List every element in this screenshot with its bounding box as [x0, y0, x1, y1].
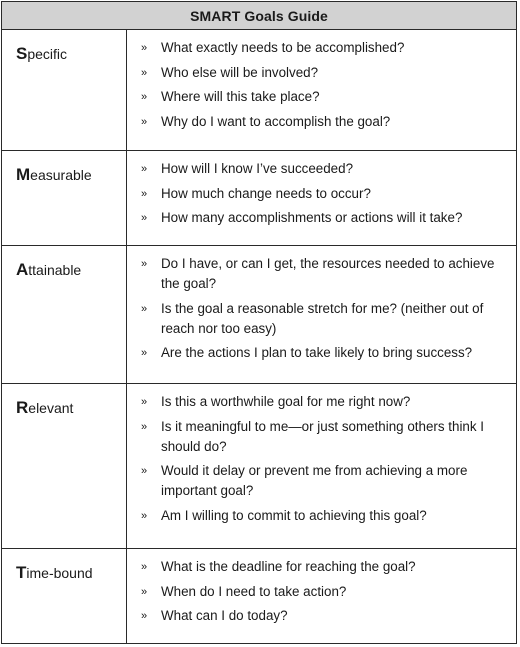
- term-rest: elevant: [28, 400, 74, 416]
- question-list: [127, 151, 516, 245]
- term-initial: T: [16, 563, 27, 582]
- term-specific: [2, 30, 127, 150]
- list-item: » What exactly needs to be accomplished?: [141, 38, 508, 58]
- bullet-icon: »: [141, 212, 148, 224]
- term-initial: A: [16, 260, 29, 279]
- list-item: » Is this a worthwhile goal for me right now?: [141, 392, 508, 412]
- bullet-icon: »: [141, 420, 148, 433]
- smart-goals-table: [1, 1, 517, 644]
- list-item: » What is the deadline for reaching the goal?: [141, 557, 508, 577]
- bullet-icon: »: [141, 42, 148, 54]
- list-item: » Would it delay or prevent me from achieving a more important goal?: [141, 461, 508, 501]
- list-item: » Do I have, or can I get, the resources needed to achieve the goal?: [141, 254, 508, 294]
- list-item: » How much change needs to occur?: [141, 184, 508, 204]
- bullet-icon: »: [141, 115, 148, 128]
- term-rest: easurable: [30, 167, 92, 183]
- list-item: » Am I willing to commit to achieving this goal?: [141, 506, 508, 526]
- list-item: » When do I need to take action?: [141, 582, 508, 602]
- term-initial: S: [16, 44, 28, 63]
- list-item: » Where will this take place?: [141, 87, 508, 107]
- term-attainable: [2, 246, 127, 383]
- term-initial: M: [16, 165, 31, 184]
- bullet-icon: »: [141, 163, 148, 175]
- bullet-icon: »: [141, 258, 148, 270]
- term-initial: R: [16, 398, 29, 417]
- bullet-icon: »: [141, 585, 148, 598]
- row-time-bound: [2, 549, 516, 644]
- bullet-icon: »: [141, 66, 148, 79]
- question-list: [127, 549, 516, 644]
- list-item: » How will I know I’ve succeeded?: [141, 159, 508, 179]
- bullet-icon: »: [141, 91, 148, 103]
- bullet-icon: »: [141, 187, 148, 200]
- row-specific: [2, 30, 516, 151]
- bullet-icon: »: [141, 396, 148, 408]
- list-item: » Why do I want to accomplish the goal?: [141, 112, 508, 132]
- bullet-icon: »: [141, 302, 148, 315]
- question-list: [127, 384, 516, 548]
- question-list: [127, 30, 516, 150]
- bullet-icon: »: [141, 509, 148, 522]
- bullet-icon: »: [141, 347, 148, 359]
- term-rest: ttainable: [28, 262, 82, 278]
- row-attainable: [2, 246, 516, 384]
- list-item: » Are the actions I plan to take likely to bring success?: [141, 343, 508, 363]
- term-measurable: [2, 151, 127, 245]
- term-time-bound: [2, 549, 127, 644]
- list-item: » How many accomplishments or actions will it take?: [141, 208, 508, 228]
- table-title: SMART Goals Guide: [2, 2, 516, 30]
- list-item: » Who else will be involved?: [141, 63, 508, 83]
- list-item: » Is it meaningful to me—or just something others think I should do?: [141, 417, 508, 457]
- question-list: [127, 246, 516, 383]
- list-item: » What can I do today?: [141, 606, 508, 626]
- row-relevant: [2, 384, 516, 549]
- term-rest: pecific: [27, 46, 68, 62]
- bullet-icon: »: [141, 610, 148, 622]
- list-item: » Is the goal a reasonable stretch for me? (neither out of reach nor too easy): [141, 299, 508, 339]
- bullet-icon: »: [141, 465, 148, 477]
- term-relevant: [2, 384, 127, 548]
- bullet-icon: »: [141, 561, 148, 573]
- row-measurable: [2, 151, 516, 246]
- term-rest: ime-bound: [26, 565, 93, 581]
